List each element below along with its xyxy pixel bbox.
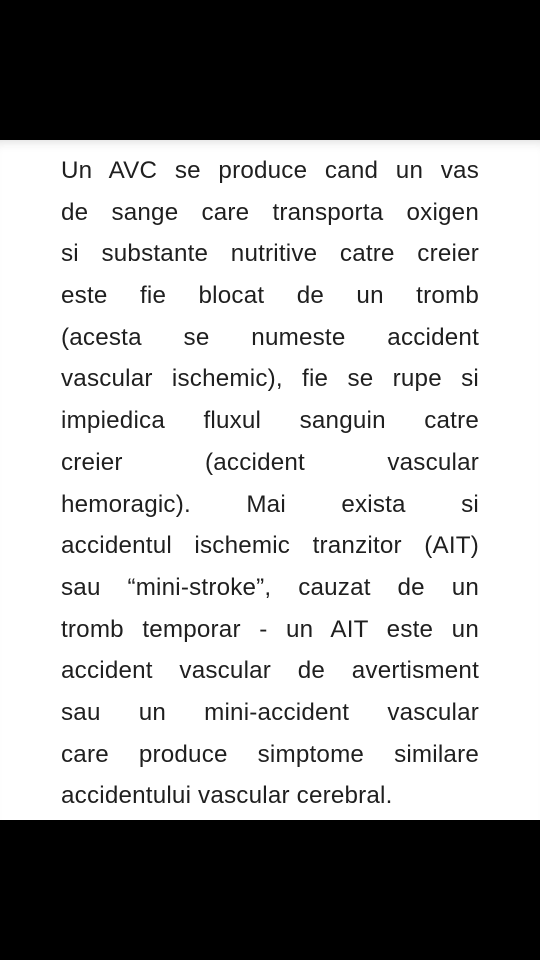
text-line: accidentului vascular cerebral. bbox=[61, 782, 393, 810]
article-paragraph bbox=[61, 150, 479, 817]
text-line: vascular ischemic), fie se rupe si bbox=[61, 365, 479, 393]
text-line: care produce simptome similare bbox=[61, 740, 479, 768]
text-line: sau un mini-accident vascular bbox=[61, 698, 479, 726]
text-line: accidentul ischemic tranzitor (AIT) bbox=[61, 532, 479, 560]
text-line: accident vascular de avertisment bbox=[61, 657, 479, 685]
text-line: sau “mini-stroke”, cauzat de un bbox=[61, 573, 479, 601]
text-line: (acesta se numeste accident bbox=[61, 323, 479, 351]
text-line: tromb temporar - un AIT este un bbox=[61, 615, 479, 643]
text-line: este fie blocat de un tromb bbox=[61, 282, 479, 310]
text-line: impiedica fluxul sanguin catre bbox=[61, 407, 479, 435]
text-line: hemoragic). Mai exista si bbox=[61, 490, 479, 518]
text-line: Un AVC se produce cand un vas bbox=[61, 157, 479, 184]
text-line: de sange care transporta oxigen bbox=[61, 198, 479, 226]
text-line: creier (accident vascular bbox=[61, 448, 479, 476]
top-black-bar bbox=[0, 0, 540, 140]
bottom-black-bar bbox=[0, 820, 540, 960]
text-line: si substante nutritive catre creier bbox=[61, 240, 479, 268]
